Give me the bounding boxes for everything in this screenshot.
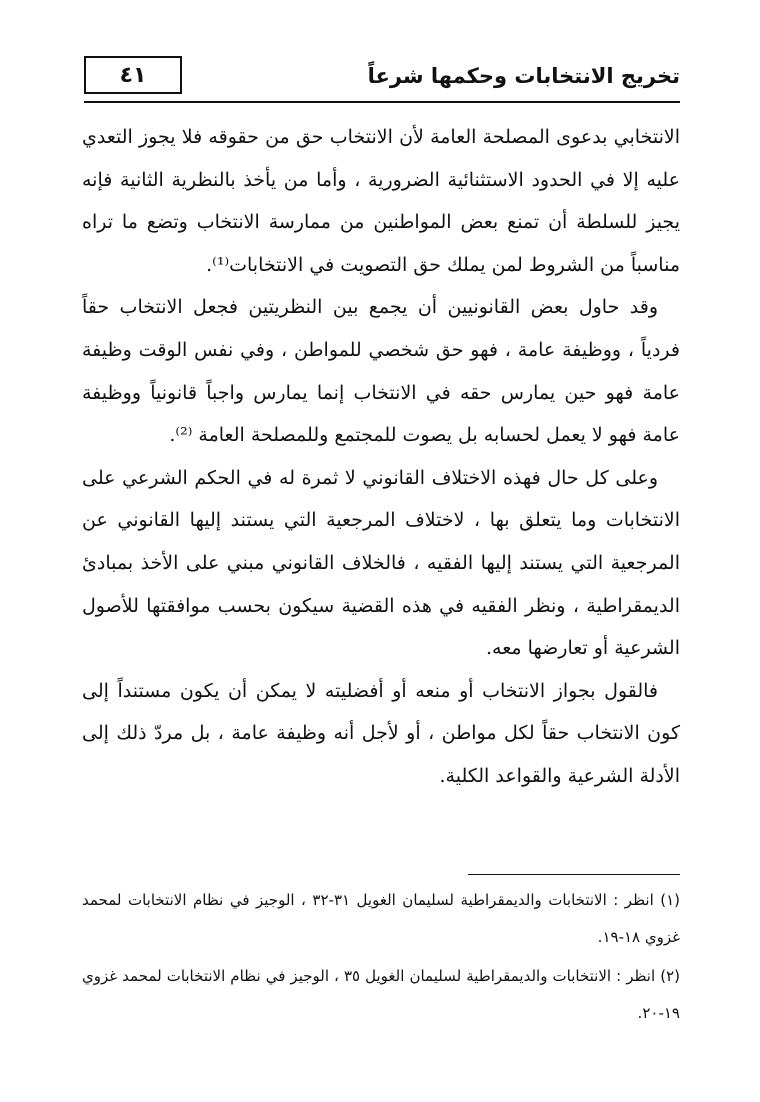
page-header [84,56,680,96]
footnotes [82,882,680,1034]
footnote: (٢) انظر : الانتخابات والديمقراطية لسليمان الغويل ٣٥ ، الوجيز في نظام الانتخابات لمحمد غزوي ١٩-٢٠. [82,967,680,1022]
page-number: ٤١ [119,62,147,88]
footnote: (١) انظر : الانتخابات والديمقراطية لسليمان الغويل ٣١-٣٢ ، الوجيز في نظام الانتخابات لمحمد غزوي ١٨-١٩. [82,891,680,946]
paragraph: وعلى كل حال فهذه الاختلاف القانوني لا ثمرة له في الحكم الشرعي على الانتخابات وما يتعلق بها ، لاختلاف المرجعية التي يستند إليها القانوني عن المرجعية التي يستند إليها الفقيه ، فالخلاف القانوني مبني على الأخذ بمبادئ الديمقراطية ، ونظر الفقيه في هذه القضية سيكون بحسب موافقتها للأصول الشرعية أو تعارضها معه. [82,466,681,660]
paragraph: فالقول بجواز الانتخاب أو منعه أو أفضليته لا يمكن أن يكون مستنداً إلى كون الانتخاب حقاً لكل مواطن ، أو لأجل أنه وظيفة عامة ، بل مردّ ذلك إلى الأدلة الشرعية والقواعد الكلية. [82,679,680,787]
paragraph: وقد حاول بعض القانونيين أن يجمع بين النظريتين فجعل الانتخاب حقاً فردياً ، ووظيفة عامة ، فهو حق شخصي للمواطن ، وفي نفس الوقت وظيفة عامة فهو حين يمارس حقه في الانتخاب إنما يمارس واجباً قانونياً ووظيفة عامة فهو لا يعمل لحسابه بل يصوت للمجتمع وللمصلحة العامة ⁽²⁾. [82,296,680,447]
header-rule [84,101,680,103]
main-text [82,116,680,798]
footnote-rule [468,874,680,875]
paragraph: الانتخابي بدعوى المصلحة العامة لأن الانتخاب حق من حقوقه فلا يجوز التعدي عليه إلا في الحدود الاستثنائية الضرورية ، وأما من يأخذ بالنظرية الثانية فإنه يجيز للسلطة أن تمنع بعض المواطنين من ممارسة الانتخاب وتضع ما تراه مناسباً من الشروط لمن يملك حق التصويت في الانتخابات⁽¹⁾. [82,126,680,276]
running-title: تخريج الانتخابات وحكمها شرعاً [367,64,680,88]
page-number-box [84,56,182,94]
